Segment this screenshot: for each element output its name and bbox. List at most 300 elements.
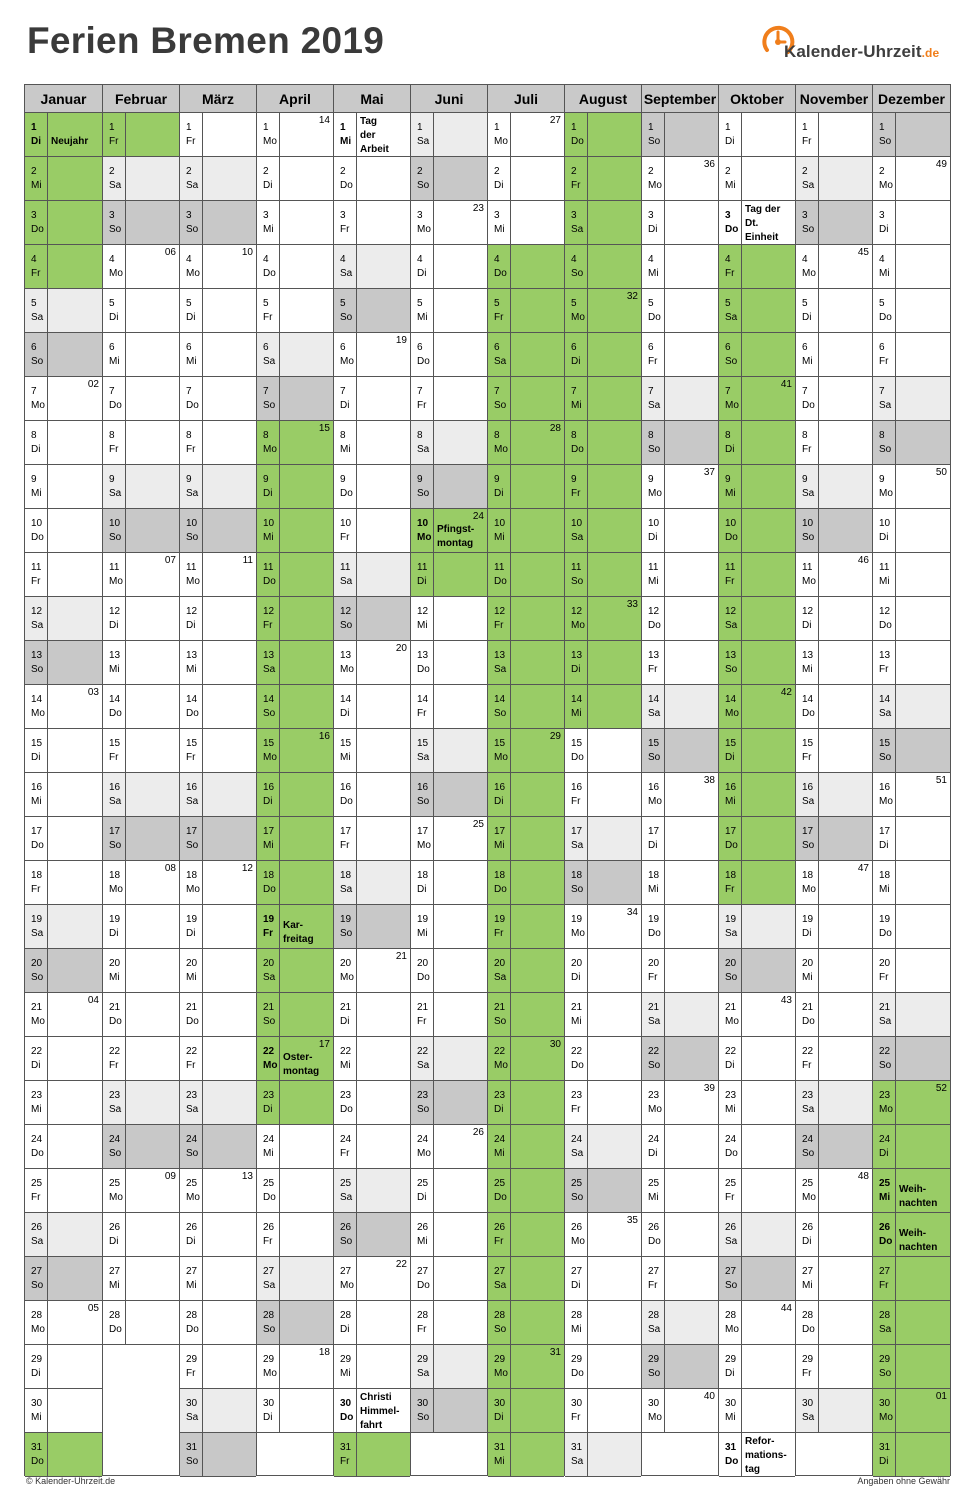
day-cell[interactable]	[25, 1257, 102, 1301]
day-cell[interactable]	[257, 773, 333, 817]
day-cell[interactable]	[488, 1037, 564, 1081]
day-cell[interactable]	[796, 1301, 872, 1345]
day-cell[interactable]	[488, 949, 564, 993]
day-cell[interactable]	[719, 553, 795, 597]
day-cell[interactable]	[103, 377, 179, 421]
day-cell[interactable]	[873, 1345, 950, 1389]
day-cell[interactable]	[719, 201, 795, 245]
day-cell[interactable]	[25, 509, 102, 553]
day-cell[interactable]	[103, 157, 179, 201]
day-cell[interactable]	[873, 113, 950, 157]
day-cell[interactable]	[565, 157, 641, 201]
day-cell[interactable]	[103, 1125, 179, 1169]
day-cell[interactable]	[25, 861, 102, 905]
day-cell[interactable]	[180, 817, 256, 861]
day-cell[interactable]	[334, 1125, 410, 1169]
day-cell[interactable]	[642, 1213, 718, 1257]
day-cell[interactable]	[719, 377, 795, 421]
day-cell[interactable]	[180, 465, 256, 509]
day-cell[interactable]	[334, 817, 410, 861]
day-cell[interactable]	[565, 1389, 641, 1433]
day-cell[interactable]	[488, 905, 564, 949]
day-cell[interactable]	[642, 201, 718, 245]
day-cell[interactable]	[103, 949, 179, 993]
day-cell[interactable]	[488, 1301, 564, 1345]
day-cell[interactable]	[873, 773, 950, 817]
day-cell[interactable]	[565, 421, 641, 465]
day-cell[interactable]	[565, 1169, 641, 1213]
day-cell[interactable]	[25, 685, 102, 729]
day-cell[interactable]	[257, 993, 333, 1037]
day-cell[interactable]	[565, 1257, 641, 1301]
day-cell[interactable]	[873, 993, 950, 1037]
day-cell[interactable]	[642, 641, 718, 685]
day-cell[interactable]	[103, 509, 179, 553]
day-cell[interactable]	[334, 949, 410, 993]
day-cell[interactable]	[642, 157, 718, 201]
day-cell[interactable]	[411, 949, 487, 993]
day-cell[interactable]	[719, 641, 795, 685]
day-cell[interactable]	[719, 333, 795, 377]
day-cell[interactable]	[488, 1389, 564, 1433]
day-cell[interactable]	[411, 201, 487, 245]
day-cell[interactable]	[25, 949, 102, 993]
day-cell[interactable]	[411, 157, 487, 201]
day-cell[interactable]	[796, 465, 872, 509]
day-cell[interactable]	[411, 509, 487, 553]
day-cell[interactable]	[642, 949, 718, 993]
day-cell[interactable]	[796, 157, 872, 201]
day-cell[interactable]	[180, 949, 256, 993]
day-cell[interactable]	[411, 817, 487, 861]
day-cell[interactable]	[180, 245, 256, 289]
day-cell[interactable]	[719, 949, 795, 993]
day-cell[interactable]	[257, 1081, 333, 1125]
day-cell[interactable]	[334, 1345, 410, 1389]
day-cell[interactable]	[25, 1345, 102, 1389]
day-cell[interactable]	[180, 1389, 256, 1433]
day-cell[interactable]	[642, 1169, 718, 1213]
day-cell[interactable]	[565, 729, 641, 773]
day-cell[interactable]	[873, 1125, 950, 1169]
day-cell[interactable]	[411, 773, 487, 817]
day-cell[interactable]	[488, 1125, 564, 1169]
day-cell[interactable]	[25, 245, 102, 289]
day-cell[interactable]	[796, 289, 872, 333]
day-cell[interactable]	[642, 773, 718, 817]
day-cell[interactable]	[873, 333, 950, 377]
day-cell[interactable]	[488, 465, 564, 509]
day-cell[interactable]	[488, 1169, 564, 1213]
day-cell[interactable]	[180, 861, 256, 905]
day-cell[interactable]	[257, 1213, 333, 1257]
day-cell[interactable]	[796, 113, 872, 157]
day-cell[interactable]	[180, 773, 256, 817]
day-cell[interactable]	[180, 905, 256, 949]
day-cell[interactable]	[873, 245, 950, 289]
day-cell[interactable]	[873, 1169, 950, 1213]
day-cell[interactable]	[719, 1081, 795, 1125]
day-cell[interactable]	[180, 1345, 256, 1389]
day-cell[interactable]	[25, 1301, 102, 1345]
day-cell[interactable]	[796, 905, 872, 949]
day-cell[interactable]	[180, 421, 256, 465]
day-cell[interactable]	[642, 1389, 718, 1433]
day-cell[interactable]	[796, 817, 872, 861]
day-cell[interactable]	[257, 729, 333, 773]
day-cell[interactable]	[334, 333, 410, 377]
day-cell[interactable]	[411, 1213, 487, 1257]
day-cell[interactable]	[25, 729, 102, 773]
day-cell[interactable]	[334, 1037, 410, 1081]
day-cell[interactable]	[103, 333, 179, 377]
day-cell[interactable]	[180, 1301, 256, 1345]
day-cell[interactable]	[180, 333, 256, 377]
day-cell[interactable]	[719, 157, 795, 201]
day-cell[interactable]	[103, 1213, 179, 1257]
day-cell[interactable]	[257, 685, 333, 729]
day-cell[interactable]	[565, 377, 641, 421]
day-cell[interactable]	[488, 1081, 564, 1125]
day-cell[interactable]	[642, 1257, 718, 1301]
day-cell[interactable]	[103, 861, 179, 905]
day-cell[interactable]	[796, 597, 872, 641]
day-cell[interactable]	[180, 729, 256, 773]
day-cell[interactable]	[257, 1169, 333, 1213]
day-cell[interactable]	[488, 861, 564, 905]
day-cell[interactable]	[719, 1257, 795, 1301]
day-cell[interactable]	[565, 553, 641, 597]
day-cell[interactable]	[411, 377, 487, 421]
day-cell[interactable]	[642, 333, 718, 377]
day-cell[interactable]	[257, 1125, 333, 1169]
day-cell[interactable]	[411, 861, 487, 905]
day-cell[interactable]	[642, 729, 718, 773]
day-cell[interactable]	[25, 905, 102, 949]
day-cell[interactable]	[796, 1037, 872, 1081]
day-cell[interactable]	[873, 1037, 950, 1081]
day-cell[interactable]	[334, 1257, 410, 1301]
day-cell[interactable]	[257, 377, 333, 421]
day-cell[interactable]	[25, 641, 102, 685]
day-cell[interactable]	[488, 773, 564, 817]
day-cell[interactable]	[411, 1301, 487, 1345]
day-cell[interactable]	[180, 289, 256, 333]
day-cell[interactable]	[411, 245, 487, 289]
brand-logo[interactable]	[758, 20, 958, 70]
day-cell[interactable]	[873, 1389, 950, 1433]
day-cell[interactable]	[642, 377, 718, 421]
day-cell[interactable]	[25, 773, 102, 817]
day-cell[interactable]	[334, 729, 410, 773]
day-cell[interactable]	[565, 201, 641, 245]
day-cell[interactable]	[719, 1345, 795, 1389]
day-cell[interactable]	[180, 553, 256, 597]
day-cell[interactable]	[103, 113, 179, 157]
day-cell[interactable]	[488, 113, 564, 157]
day-cell[interactable]	[180, 685, 256, 729]
day-cell[interactable]	[180, 1081, 256, 1125]
day-cell[interactable]	[180, 1257, 256, 1301]
day-cell[interactable]	[873, 1081, 950, 1125]
day-cell[interactable]	[642, 1037, 718, 1081]
day-cell[interactable]	[642, 509, 718, 553]
day-cell[interactable]	[796, 1213, 872, 1257]
day-cell[interactable]	[796, 1345, 872, 1389]
day-cell[interactable]	[642, 597, 718, 641]
day-cell[interactable]	[565, 289, 641, 333]
day-cell[interactable]	[103, 421, 179, 465]
day-cell[interactable]	[257, 817, 333, 861]
day-cell[interactable]	[796, 949, 872, 993]
day-cell[interactable]	[257, 289, 333, 333]
day-cell[interactable]	[411, 685, 487, 729]
day-cell[interactable]	[25, 817, 102, 861]
day-cell[interactable]	[642, 289, 718, 333]
day-cell[interactable]	[488, 157, 564, 201]
day-cell[interactable]	[103, 641, 179, 685]
day-cell[interactable]	[103, 1301, 179, 1345]
day-cell[interactable]	[565, 1301, 641, 1345]
day-cell[interactable]	[642, 685, 718, 729]
day-cell[interactable]	[565, 509, 641, 553]
day-cell[interactable]	[334, 113, 410, 157]
day-cell[interactable]	[565, 817, 641, 861]
day-cell[interactable]	[796, 685, 872, 729]
day-cell[interactable]	[488, 377, 564, 421]
day-cell[interactable]	[180, 201, 256, 245]
day-cell[interactable]	[719, 1213, 795, 1257]
day-cell[interactable]	[25, 553, 102, 597]
day-cell[interactable]	[411, 333, 487, 377]
day-cell[interactable]	[719, 113, 795, 157]
day-cell[interactable]	[488, 1257, 564, 1301]
day-cell[interactable]	[873, 685, 950, 729]
day-cell[interactable]	[488, 289, 564, 333]
day-cell[interactable]	[103, 685, 179, 729]
day-cell[interactable]	[488, 553, 564, 597]
day-cell[interactable]	[873, 377, 950, 421]
day-cell[interactable]	[334, 1389, 410, 1433]
day-cell[interactable]	[25, 377, 102, 421]
day-cell[interactable]	[565, 1037, 641, 1081]
day-cell[interactable]	[257, 421, 333, 465]
day-cell[interactable]	[334, 553, 410, 597]
day-cell[interactable]	[334, 1301, 410, 1345]
day-cell[interactable]	[334, 1433, 410, 1477]
day-cell[interactable]	[873, 1301, 950, 1345]
day-cell[interactable]	[103, 465, 179, 509]
day-cell[interactable]	[257, 905, 333, 949]
day-cell[interactable]	[334, 1169, 410, 1213]
day-cell[interactable]	[642, 1125, 718, 1169]
day-cell[interactable]	[411, 553, 487, 597]
day-cell[interactable]	[488, 1345, 564, 1389]
day-cell[interactable]	[334, 377, 410, 421]
day-cell[interactable]	[642, 421, 718, 465]
day-cell[interactable]	[25, 113, 102, 157]
day-cell[interactable]	[796, 421, 872, 465]
day-cell[interactable]	[25, 1433, 102, 1477]
day-cell[interactable]	[411, 113, 487, 157]
day-cell[interactable]	[180, 1433, 256, 1477]
day-cell[interactable]	[796, 1257, 872, 1301]
day-cell[interactable]	[25, 465, 102, 509]
day-cell[interactable]	[411, 1081, 487, 1125]
day-cell[interactable]	[180, 1125, 256, 1169]
day-cell[interactable]	[488, 729, 564, 773]
day-cell[interactable]	[25, 333, 102, 377]
day-cell[interactable]	[719, 1301, 795, 1345]
day-cell[interactable]	[719, 245, 795, 289]
day-cell[interactable]	[25, 421, 102, 465]
day-cell[interactable]	[180, 993, 256, 1037]
day-cell[interactable]	[642, 1345, 718, 1389]
day-cell[interactable]	[25, 597, 102, 641]
day-cell[interactable]	[565, 641, 641, 685]
day-cell[interactable]	[25, 1169, 102, 1213]
day-cell[interactable]	[873, 157, 950, 201]
day-cell[interactable]	[180, 641, 256, 685]
day-cell[interactable]	[411, 1037, 487, 1081]
day-cell[interactable]	[873, 817, 950, 861]
day-cell[interactable]	[642, 817, 718, 861]
day-cell[interactable]	[488, 509, 564, 553]
day-cell[interactable]	[334, 641, 410, 685]
day-cell[interactable]	[334, 245, 410, 289]
day-cell[interactable]	[180, 1169, 256, 1213]
day-cell[interactable]	[334, 993, 410, 1037]
day-cell[interactable]	[411, 1345, 487, 1389]
day-cell[interactable]	[565, 113, 641, 157]
day-cell[interactable]	[873, 1257, 950, 1301]
day-cell[interactable]	[25, 1213, 102, 1257]
day-cell[interactable]	[103, 201, 179, 245]
day-cell[interactable]	[257, 1345, 333, 1389]
day-cell[interactable]	[103, 1081, 179, 1125]
day-cell[interactable]	[257, 597, 333, 641]
day-cell[interactable]	[411, 1257, 487, 1301]
day-cell[interactable]	[411, 905, 487, 949]
day-cell[interactable]	[257, 1301, 333, 1345]
day-cell[interactable]	[257, 113, 333, 157]
day-cell[interactable]	[796, 333, 872, 377]
day-cell[interactable]	[565, 905, 641, 949]
day-cell[interactable]	[796, 773, 872, 817]
day-cell[interactable]	[103, 1169, 179, 1213]
day-cell[interactable]	[257, 641, 333, 685]
day-cell[interactable]	[565, 1433, 641, 1477]
day-cell[interactable]	[796, 729, 872, 773]
day-cell[interactable]	[873, 729, 950, 773]
day-cell[interactable]	[103, 289, 179, 333]
day-cell[interactable]	[796, 861, 872, 905]
day-cell[interactable]	[411, 421, 487, 465]
day-cell[interactable]	[411, 1389, 487, 1433]
day-cell[interactable]	[257, 1037, 333, 1081]
day-cell[interactable]	[334, 465, 410, 509]
day-cell[interactable]	[180, 377, 256, 421]
day-cell[interactable]	[873, 289, 950, 333]
day-cell[interactable]	[257, 245, 333, 289]
day-cell[interactable]	[719, 905, 795, 949]
day-cell[interactable]	[642, 245, 718, 289]
day-cell[interactable]	[488, 245, 564, 289]
day-cell[interactable]	[488, 993, 564, 1037]
day-cell[interactable]	[334, 905, 410, 949]
day-cell[interactable]	[565, 333, 641, 377]
day-cell[interactable]	[873, 421, 950, 465]
day-cell[interactable]	[796, 1169, 872, 1213]
day-cell[interactable]	[719, 1389, 795, 1433]
day-cell[interactable]	[873, 597, 950, 641]
day-cell[interactable]	[180, 157, 256, 201]
day-cell[interactable]	[103, 1037, 179, 1081]
day-cell[interactable]	[25, 1037, 102, 1081]
day-cell[interactable]	[411, 289, 487, 333]
day-cell[interactable]	[411, 1169, 487, 1213]
day-cell[interactable]	[565, 861, 641, 905]
day-cell[interactable]	[565, 1345, 641, 1389]
day-cell[interactable]	[411, 1125, 487, 1169]
day-cell[interactable]	[103, 1257, 179, 1301]
day-cell[interactable]	[488, 421, 564, 465]
day-cell[interactable]	[873, 465, 950, 509]
day-cell[interactable]	[565, 597, 641, 641]
day-cell[interactable]	[565, 1213, 641, 1257]
day-cell[interactable]	[488, 1213, 564, 1257]
day-cell[interactable]	[642, 905, 718, 949]
day-cell[interactable]	[873, 641, 950, 685]
day-cell[interactable]	[103, 905, 179, 949]
day-cell[interactable]	[642, 1301, 718, 1345]
day-cell[interactable]	[565, 245, 641, 289]
day-cell[interactable]	[25, 1081, 102, 1125]
day-cell[interactable]	[180, 1037, 256, 1081]
day-cell[interactable]	[411, 465, 487, 509]
day-cell[interactable]	[873, 1433, 950, 1477]
day-cell[interactable]	[25, 201, 102, 245]
day-cell[interactable]	[257, 553, 333, 597]
day-cell[interactable]	[873, 861, 950, 905]
day-cell[interactable]	[642, 1081, 718, 1125]
day-cell[interactable]	[719, 1433, 795, 1477]
day-cell[interactable]	[103, 817, 179, 861]
day-cell[interactable]	[796, 641, 872, 685]
day-cell[interactable]	[103, 553, 179, 597]
day-cell[interactable]	[257, 949, 333, 993]
day-cell[interactable]	[334, 1081, 410, 1125]
day-cell[interactable]	[796, 553, 872, 597]
day-cell[interactable]	[103, 729, 179, 773]
day-cell[interactable]	[25, 157, 102, 201]
day-cell[interactable]	[719, 1169, 795, 1213]
day-cell[interactable]	[488, 641, 564, 685]
day-cell[interactable]	[180, 113, 256, 157]
day-cell[interactable]	[334, 1213, 410, 1257]
day-cell[interactable]	[565, 773, 641, 817]
day-cell[interactable]	[103, 993, 179, 1037]
day-cell[interactable]	[796, 993, 872, 1037]
day-cell[interactable]	[25, 1125, 102, 1169]
day-cell[interactable]	[873, 905, 950, 949]
day-cell[interactable]	[719, 597, 795, 641]
day-cell[interactable]	[488, 1433, 564, 1477]
day-cell[interactable]	[488, 333, 564, 377]
day-cell[interactable]	[411, 729, 487, 773]
day-cell[interactable]	[257, 201, 333, 245]
day-cell[interactable]	[488, 201, 564, 245]
